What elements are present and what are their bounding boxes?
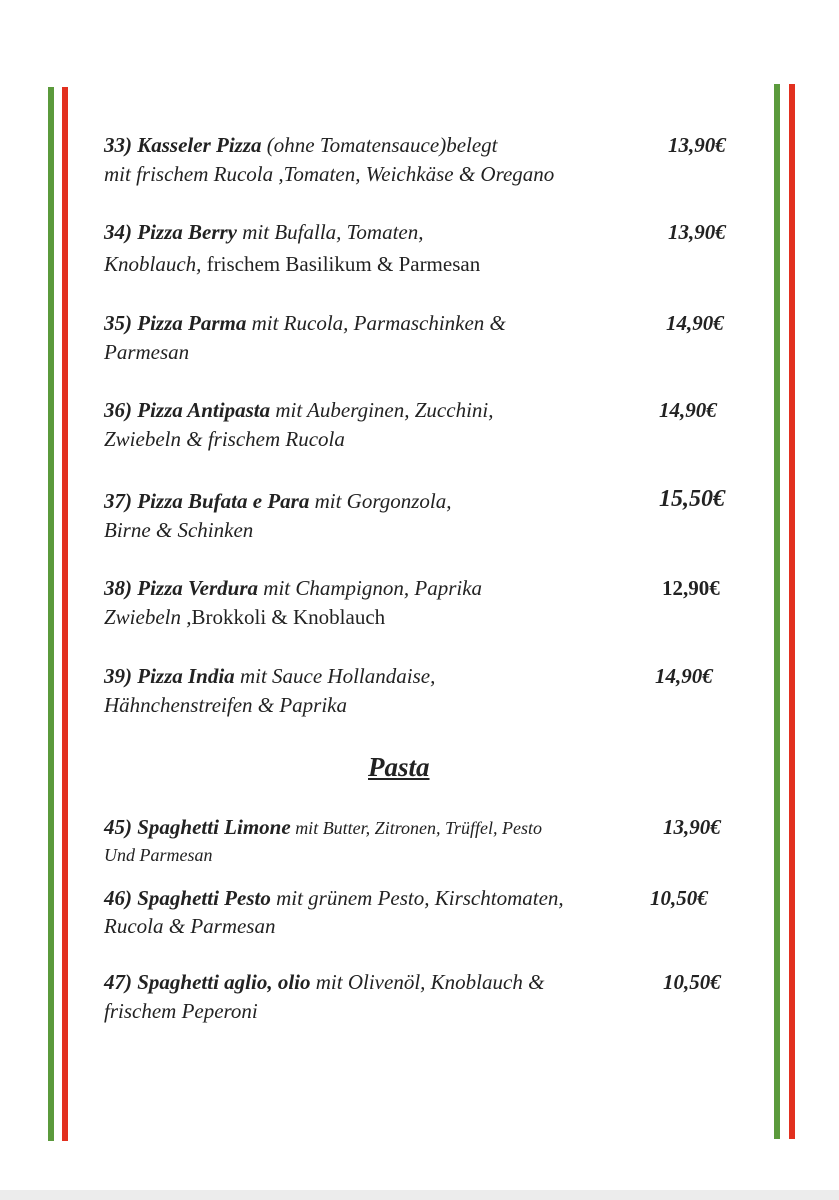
menu-item-37 xyxy=(104,487,744,545)
item-description: (ohne Tomatensauce)belegt xyxy=(261,133,498,157)
item-name: 39) Pizza India xyxy=(104,664,235,688)
left-green-stripe xyxy=(48,87,54,1141)
menu-item-45 xyxy=(104,814,744,869)
menu-item-line xyxy=(104,662,744,691)
menu-item-line xyxy=(104,309,744,338)
item-description: Rucola & Parmesan xyxy=(104,914,276,938)
item-description: Knoblauch, xyxy=(104,252,202,276)
item-price: 13,90€ xyxy=(668,133,726,157)
item-description: mit Auberginen, Zucchini, xyxy=(270,398,494,422)
item-description: frischem Peperoni xyxy=(104,999,258,1023)
item-price: 14,90€ xyxy=(655,664,713,688)
item-name: 35) Pizza Parma xyxy=(104,311,247,335)
item-name: 38) Pizza Verdura xyxy=(104,576,259,600)
menu-item-line xyxy=(104,131,744,160)
menu-item-line xyxy=(104,603,744,632)
item-description: mit Olivenöl, Knoblauch & xyxy=(310,970,545,994)
item-description: Birne & Schinken xyxy=(104,518,254,542)
menu-item-47 xyxy=(104,968,744,1026)
item-name: 45) Spaghetti Limone xyxy=(104,815,291,839)
item-price: 14,90€ xyxy=(659,398,717,422)
menu-item-36 xyxy=(104,396,744,454)
item-name: 34) Pizza Berry xyxy=(104,220,237,244)
item-description: Zwiebeln , xyxy=(104,605,192,629)
item-description: mit Butter, Zitronen, Trüffel, Pesto xyxy=(290,818,543,838)
item-description: mit frischem Rucola ,Tomaten, Weichkäse & Oregano xyxy=(104,162,555,186)
item-description: mit Sauce Hollandaise, xyxy=(234,664,436,688)
menu-item-line xyxy=(104,218,744,247)
menu-item-line xyxy=(104,487,744,516)
item-name: 47) Spaghetti aglio, olio xyxy=(104,970,311,994)
item-description: mit Rucola, Parmaschinken & xyxy=(246,311,506,335)
left-red-stripe xyxy=(62,87,68,1141)
item-description: mit grünem Pesto, Kirschtomaten, xyxy=(270,886,564,910)
item-description: frischem Basilikum & Parmesan xyxy=(201,252,481,276)
menu-item-38 xyxy=(104,574,744,632)
menu-item-line xyxy=(104,396,744,425)
item-name: 33) Kasseler Pizza xyxy=(104,133,262,157)
menu-item-34 xyxy=(104,218,744,279)
menu-item-line xyxy=(104,968,744,997)
item-price: 13,90€ xyxy=(663,815,721,839)
item-price: 13,90€ xyxy=(668,220,726,244)
item-description: Hähnchenstreifen & Paprika xyxy=(104,693,348,717)
menu-item-line xyxy=(104,884,744,912)
item-description: Und Parmesan xyxy=(104,845,213,865)
item-description: mit Champignon, Paprika xyxy=(258,576,483,600)
menu-item-46 xyxy=(104,884,744,940)
item-description: Parmesan xyxy=(104,340,190,364)
item-price: 12,90€ xyxy=(662,576,720,600)
menu-item-line xyxy=(104,574,744,603)
menu-item-33 xyxy=(104,131,744,189)
right-red-stripe xyxy=(789,84,795,1139)
item-name: 36) Pizza Antipasta xyxy=(104,398,271,422)
item-description: mit Bufalla, Tomaten, xyxy=(237,220,424,244)
item-description: mit Gorgonzola, xyxy=(309,489,452,513)
item-description: Zwiebeln & frischem Rucola xyxy=(104,427,345,451)
menu-item-39 xyxy=(104,662,744,720)
item-price: 10,50€ xyxy=(650,886,708,910)
menu-item-35 xyxy=(104,309,744,367)
item-name: 46) Spaghetti Pesto xyxy=(104,886,271,910)
menu-item-line xyxy=(104,250,744,279)
item-price: 10,50€ xyxy=(663,970,721,994)
item-name: 37) Pizza Bufata e Para xyxy=(104,489,310,513)
menu-item-line xyxy=(104,814,744,842)
item-price: 14,90€ xyxy=(666,311,724,335)
right-green-stripe xyxy=(774,84,780,1139)
page-bottom-edge xyxy=(0,1190,839,1200)
item-price: 15,50€ xyxy=(659,486,725,512)
item-description: Brokkoli & Knoblauch xyxy=(191,605,386,629)
section-title-pasta: Pasta xyxy=(368,752,430,782)
